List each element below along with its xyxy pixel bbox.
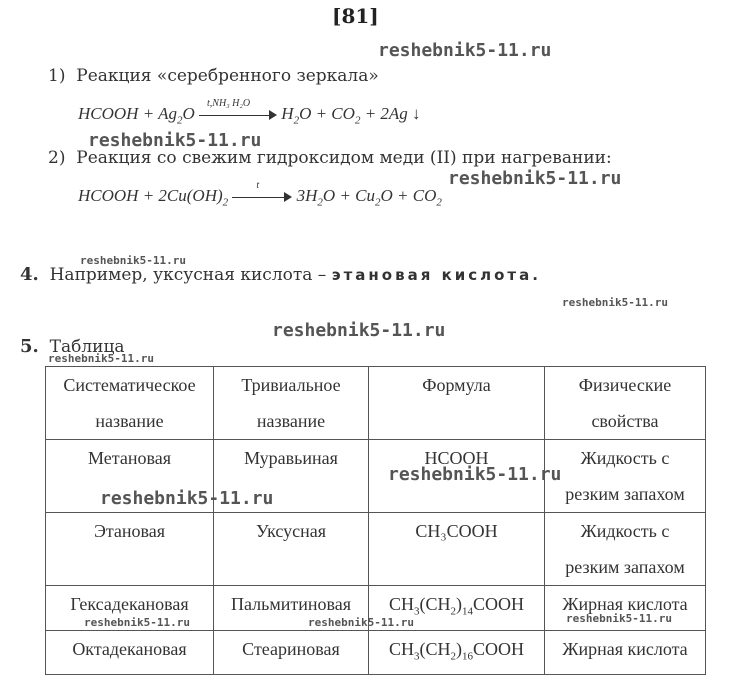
page-title: [81] xyxy=(332,4,379,28)
watermark: reshebnik5-11.ru xyxy=(88,130,262,151)
watermark: reshebnik5-11.ru xyxy=(448,168,622,189)
header-trivial-name: Тривиальное название xyxy=(214,367,369,440)
watermark: reshebnik5-11.ru xyxy=(48,352,154,365)
cell-formula: $CH_3(CH_2)_{14}COOH$ xyxy=(369,586,545,631)
equation-1: HCOOH + $Ag_2O$ t,NH₃ H₂O $H_2O + CO_2 + 2Ag$ ↓ xyxy=(78,98,421,127)
cell-properties: Жидкость с резким запахом xyxy=(545,513,706,586)
cell-properties: Жирная кислота xyxy=(545,630,706,675)
table-row xyxy=(46,513,706,586)
cell-trivial: Уксусная xyxy=(214,513,369,586)
equation-2: HCOOH + $2Cu(OH)_2$ t $3H_2O + Cu_2O + CO_2$ xyxy=(78,180,442,209)
reaction-arrow: t,NH₃ H₂O xyxy=(199,108,277,122)
reaction-2-heading: 2) Реакция со свежим гидроксидом меди (II) при нагревании: xyxy=(48,148,612,168)
table-row xyxy=(46,630,706,675)
cell-properties: Жирная кислота xyxy=(545,586,706,631)
watermark: reshebnik5-11.ru xyxy=(100,488,274,509)
table-header-row xyxy=(46,367,706,440)
section-5-heading: 5. Таблица xyxy=(20,336,125,357)
cell-systematic: Этановая xyxy=(46,513,214,586)
header-physical-properties: Физические свойства xyxy=(545,367,706,440)
cell-systematic: Гексадекановая xyxy=(46,586,214,631)
header-formula: Формула xyxy=(369,367,545,440)
watermark: reshebnik5-11.ru xyxy=(80,254,186,267)
header-systematic-name: Систематическое название xyxy=(46,367,214,440)
watermark: reshebnik5-11.ru xyxy=(272,320,446,341)
watermark: reshebnik5-11.ru xyxy=(378,40,552,61)
reaction-1-heading: 1) Реакция «серебренного зеркала» xyxy=(48,66,379,86)
watermark: reshebnik5-11.ru xyxy=(388,464,562,485)
watermark: reshebnik5-11.ru xyxy=(308,616,414,629)
cell-properties: Жидкость с резким запахом xyxy=(545,440,706,513)
reaction-arrow: t xyxy=(232,190,292,204)
watermark: reshebnik5-11.ru xyxy=(566,612,672,625)
cell-systematic: Октадекановая xyxy=(46,630,214,675)
cell-trivial: Пальмитиновая xyxy=(214,586,369,631)
cell-formula: HCOOH xyxy=(369,440,545,513)
cell-systematic: Метановая xyxy=(46,440,214,513)
cell-trivial: Стеариновая xyxy=(214,630,369,675)
cell-trivial: Муравьиная xyxy=(214,440,369,513)
section-4: 4. Например, уксусная кислота – этановая кислота. xyxy=(20,264,541,285)
watermark: reshebnik5-11.ru xyxy=(562,296,668,309)
cell-formula: CH₃COOH xyxy=(369,513,545,586)
cell-formula: $CH_3(CH_2)_{16}COOH$ xyxy=(369,630,545,675)
watermark: reshebnik5-11.ru xyxy=(84,616,190,629)
